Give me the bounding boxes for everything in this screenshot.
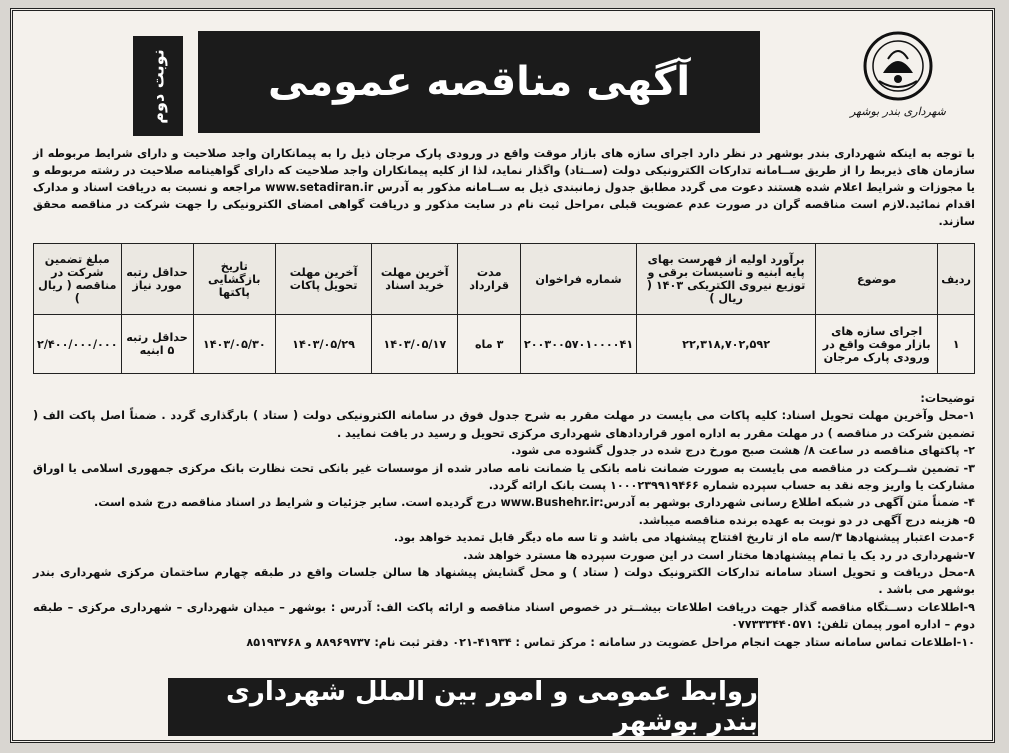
- intro-paragraph: با توجه به اینکه شهرداری بندر بوشهر در نظر دارد اجرای سازه های بازار موقت واقع در ورودی پارک مرجان ذیل را به پیمانکاران واجد صلاحیت و دارای شرایط مربوطه از سازمان های ذیربط را از طریق ســامانه تدارکات الکترونیکی دولت (ســتاد) واگذار نماید، لذا از کلیه پیمانکاران واجد صلاحیت که دارای گواهینامه صلاحیت در رشته مربوطه و یا مجوزات و شرایط اعلام شده هستند دعوت می گردد مطابق جدول زمانبندی ذیل به ســامانه مذکور به آدرس www.setadiran.ir مراجعه و نسبت به دریافت اسناد و مدارک اقدام نمائید.لازم است مناقصه گران در صورت عدم عضویت قبلی ،مراحل ثبت نام در سایت مذکور و دریافت گواهی امضای الکترونیکی را جهت شرکت در مناقصه محقق سازند.: [33, 147, 975, 228]
- note-item: ۸-محل دریافت و تحویل اسناد سامانه تدارکات الکترونیک دولت ( ستاد ) و محل گشایش پیشنهاد ها سالن جلسات واقع در طبقه چهارم ساختمان مرکزی شهرداری بندر بوشهر می باشد .: [33, 566, 975, 597]
- cell-doc-deadline: ۱۴۰۳/۰۵/۱۷: [372, 315, 458, 374]
- cell-duration: ۳ ماه: [458, 315, 520, 374]
- emblem-icon: [861, 29, 935, 103]
- cell-min-rank: حداقل رتبه ۵ ابنیه: [121, 315, 193, 374]
- notes-heading: توضیحات:: [920, 392, 975, 405]
- cell-subject: اجرای سازه های بازار موقت واقع در ورودی پارک مرجان: [816, 315, 938, 374]
- col-estimate: برآورد اولیه از فهرست بهای پایه ابنیه و تاسیسات برقی و توزیع نیروی الکتریکی ۱۴۰۳ ( ریال ): [637, 244, 816, 315]
- note-item: ۷-شهرداری در رد یک یا تمام پیشنهادها مختار است در این صورت سپرده ها مسترد خواهد شد.: [463, 548, 975, 562]
- col-call-number: شماره فراخوان: [520, 244, 636, 315]
- note-item: ۲- پاکتهای مناقصه در ساعت ۸/ هشت صبح مورخ درج شده در جدول گشوده می شود.: [511, 444, 975, 458]
- notice-title: آگهی مناقصه عمومی: [198, 31, 760, 133]
- turn-badge: [133, 36, 183, 136]
- col-doc-deadline: آخرین مهلت خرید اسناد: [372, 244, 458, 315]
- note-item: ۴- ضمناً متن آگهی در شبکه اطلاع رسانی شهرداری بوشهر به آدرس:www.Bushehr.ir درج گردیده است. سایر جزئیات و شرایط در اسناد مناقصه درج شده است.: [94, 496, 975, 510]
- cell-opening-date: ۱۴۰۳/۰۵/۳۰: [193, 315, 276, 374]
- col-duration: مدت قرارداد: [458, 244, 520, 315]
- note-item: ۳- تضمین شــرکت در مناقصه می بایست به صورت ضمانت نامه بانکی یا ضمانت نامه صادر شده از موسسات غیر بانکی تحت نظارت بانک مرکزی جمهوری اسلامی یا اوراق مشارکت یا واریز وجه نقد به حساب سپرده شماره ۱۰۰۰۲۳۹۹۱۹۴۶۶ پست بانک ارائه گردد.: [33, 461, 975, 493]
- logo-text: شهرداری بندر بوشهر: [850, 105, 946, 118]
- note-item: ۹-اطلاعات دســتگاه مناقصه گذار جهت دریافت اطلاعات بیشــتر در خصوص اسناد مناقصه و ارائه پاکت الف: آدرس : بوشهر – میدان شهرداری – شهرداری مرکزی – طبقه دوم – اداره امور پیمان تلفن: ۰۷۷۳۳۳۴۴۰۵۷۱: [33, 600, 975, 632]
- col-delivery-deadline: آخرین مهلت تحویل پاکات: [276, 244, 372, 315]
- note-item: ۶-مدت اعتبار پیشنهادها ۳/سه ماه از تاریخ افتتاح پیشنهاد می باشد و تا سه ماه دیگر قابل تمدید خواهد بود.: [393, 531, 975, 545]
- notice-sheet: [10, 8, 995, 743]
- municipality-logo: [843, 29, 953, 129]
- turn-label: نوبت دوم: [148, 48, 168, 124]
- cell-guarantee: ۲/۴۰۰/۰۰۰/۰۰۰: [34, 315, 122, 374]
- note-item: ۱-محل وآخرین مهلت تحویل اسناد: کلیه پاکات می بایست در مهلت مقرر به شرح جدول فوق در سامانه الکترونیکی دولت ( ستاد ) بارگذاری گردد . ضمناً اصل پاکت الف ( تضمین شرکت در مناقصه ) در مهلت مقرر به اداره امور قراردادهای شهرداری مرکزی تحویل و رسید در یافت نمایید .: [33, 409, 975, 440]
- col-guarantee: مبلغ تضمین شرکت در مناقصه ( ریال ): [34, 244, 122, 315]
- note-item: ۵- هزینه درج آگهی در دو نوبت به عهده برنده مناقصه میباشد.: [638, 513, 975, 527]
- col-row: ردیف: [938, 244, 975, 315]
- col-min-rank: حداقل رتبه مورد نیاز: [121, 244, 193, 315]
- cell-delivery-deadline: ۱۴۰۳/۰۵/۲۹: [276, 315, 372, 374]
- footer-banner: روابط عمومی و امور بین الملل شهرداری بندر بوشهر: [168, 678, 758, 736]
- col-subject: موضوع: [816, 244, 938, 315]
- table-row: [34, 315, 975, 374]
- cell-estimate: ۲۲,۳۱۸,۷۰۲,۵۹۲: [637, 315, 816, 374]
- note-item: ۱۰-اطلاعات تماس سامانه ستاد جهت انجام مراحل عضویت در سامانه : مرکز تماس : ۴۱۹۳۴-۰۲۱ دفتر ثبت نام: ۸۸۹۶۹۷۳۷ و ۸۵۱۹۳۷۶۸: [246, 635, 975, 649]
- cell-call-number: ۲۰۰۳۰۰۵۷۰۱۰۰۰۰۴۱: [520, 315, 636, 374]
- notes-section: [33, 390, 975, 651]
- cell-row: ۱: [938, 315, 975, 374]
- tender-table: [33, 243, 975, 374]
- col-opening-date: تاریخ بازگشایی پاکتها: [193, 244, 276, 315]
- table-header-row: [34, 244, 975, 315]
